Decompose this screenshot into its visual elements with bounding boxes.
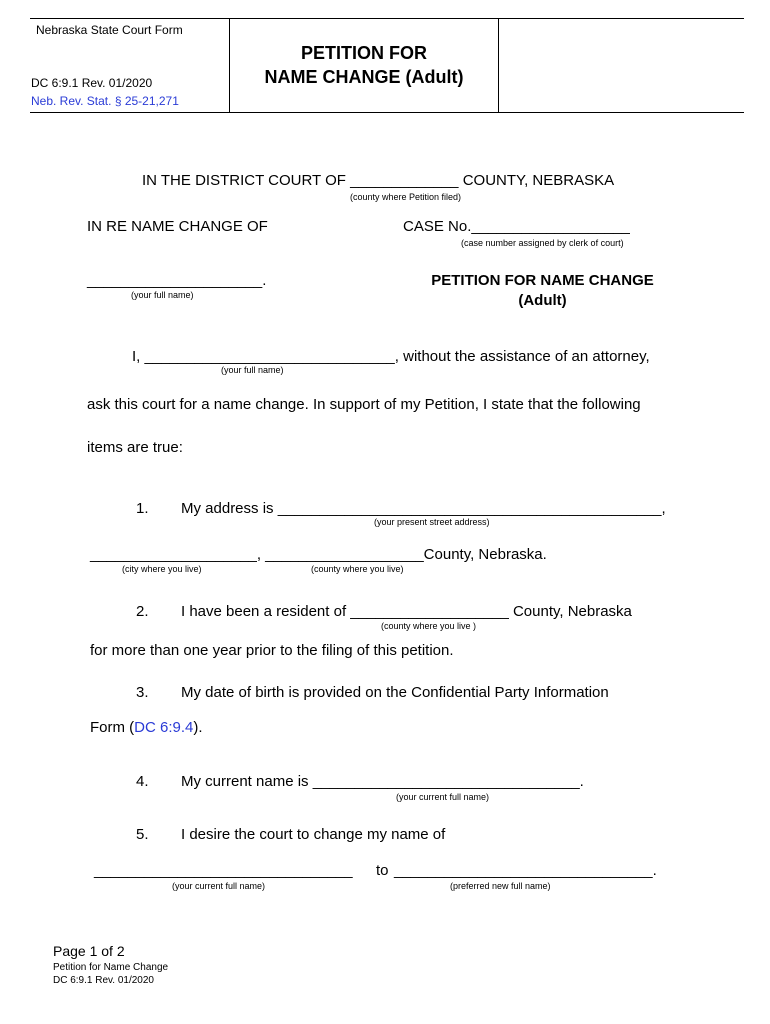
form-title-line1: PETITION FOR bbox=[301, 43, 427, 63]
item2-county-hint: (county where you live ) bbox=[381, 621, 477, 631]
form-source: Nebraska State Court Form bbox=[36, 23, 183, 37]
item4-hint: (your current full name) bbox=[396, 792, 490, 802]
court-line: IN THE DISTRICT COURT OF _____________ COUNTY, NEBRASKA bbox=[142, 172, 615, 189]
footer-form-number: DC 6:9.1 Rev. 01/2020 bbox=[53, 975, 154, 986]
form-number: DC 6:9.1 Rev. 01/2020 bbox=[31, 76, 153, 90]
intro-end: items are true: bbox=[87, 439, 183, 456]
header-divider-left bbox=[229, 18, 230, 112]
intro-continuation: ask this court for a name change. In support of my Petition, I state that the following bbox=[87, 396, 641, 413]
item1-address-line: My address is ______________________________________________, bbox=[181, 500, 666, 517]
item1-city-county-line: ____________________, ___________________County, Nebraska. bbox=[90, 546, 547, 563]
header-bottom-rule bbox=[30, 112, 744, 113]
footer-form-name: Petition for Name Change bbox=[53, 962, 169, 973]
petition-title: PETITION FOR NAME CHANGE bbox=[431, 272, 654, 289]
page-number: Page 1 of 2 bbox=[53, 943, 125, 959]
case-number-field: CASE No.___________________ bbox=[403, 218, 630, 235]
header-divider-right bbox=[498, 18, 499, 112]
item3-number: 3. bbox=[136, 684, 149, 701]
item5-text: I desire the court to change my name of bbox=[181, 826, 446, 843]
item5-new-name-line: _______________________________. bbox=[394, 862, 657, 879]
header-top-rule bbox=[30, 18, 744, 19]
item3-text: My date of birth is provided on the Confidential Party Information bbox=[181, 684, 609, 701]
item5-current-name-line: _______________________________ bbox=[94, 862, 353, 879]
in-re-label: IN RE NAME CHANGE OF bbox=[87, 218, 268, 235]
item1-address-hint: (your present street address) bbox=[374, 517, 490, 527]
item3-prefix: Form ( bbox=[90, 719, 135, 736]
item3-continuation bbox=[90, 719, 203, 736]
court-hint: (county where Petition filed) bbox=[350, 192, 462, 202]
item4-current-name-line: My current name is ________________________________. bbox=[181, 773, 584, 790]
item5-number: 5. bbox=[136, 826, 149, 843]
item1-city-hint: (city where you live) bbox=[122, 564, 202, 574]
statute-reference[interactable]: Neb. Rev. Stat. § 25-21,271 bbox=[31, 94, 179, 108]
intro-hint: (your full name) bbox=[221, 365, 284, 375]
intro-line: I, ______________________________, without the assistance of an attorney, bbox=[132, 348, 650, 365]
item2-residence-line: I have been a resident of ___________________ County, Nebraska bbox=[181, 603, 632, 620]
petitioner-name-hint: (your full name) bbox=[131, 290, 194, 300]
item2-number: 2. bbox=[136, 603, 149, 620]
item2-continuation: for more than one year prior to the filing of this petition. bbox=[90, 642, 454, 659]
item5-new-hint: (preferred new full name) bbox=[450, 881, 551, 891]
petition-subtitle: (Adult) bbox=[518, 292, 567, 309]
form-title-line2: NAME CHANGE (Adult) bbox=[264, 67, 464, 87]
item5-current-hint: (your current full name) bbox=[172, 881, 266, 891]
item1-county-hint: (county where you live) bbox=[311, 564, 404, 574]
case-number-hint: (case number assigned by clerk of court) bbox=[461, 238, 624, 248]
item4-number: 4. bbox=[136, 773, 149, 790]
petitioner-name-line: _____________________. bbox=[87, 272, 267, 289]
item5-to-label: to bbox=[376, 862, 389, 879]
item3-suffix: ). bbox=[193, 719, 203, 736]
dc-694-link[interactable]: DC 6:9.4 bbox=[134, 719, 194, 736]
item1-number: 1. bbox=[136, 500, 149, 517]
